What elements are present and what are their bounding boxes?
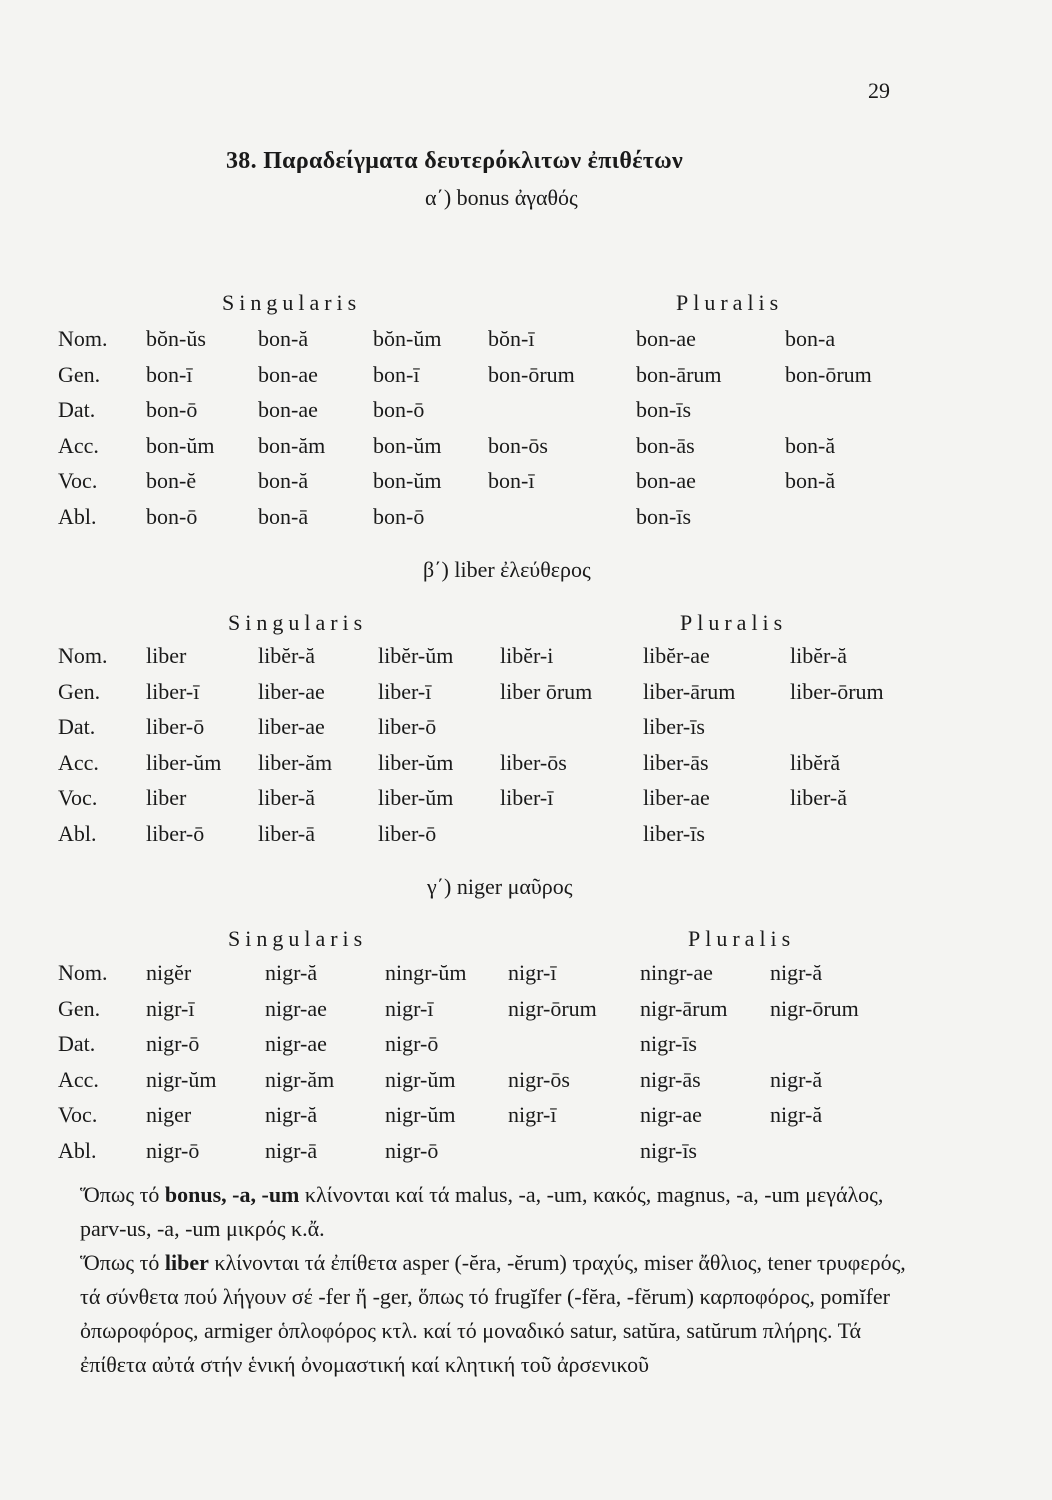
form-cell: bon-ŭm xyxy=(146,432,215,458)
form-cell: liber xyxy=(146,785,187,810)
form-cell: nigr-ī xyxy=(508,960,557,985)
form-cell: libĕr-ae xyxy=(643,643,710,668)
form-cell: nigr-ō xyxy=(385,1031,439,1056)
form-cell: bon-ōs xyxy=(488,432,548,458)
singularis-header: Singularis xyxy=(228,926,368,951)
form-cell: bon-ae xyxy=(258,361,318,387)
p2-before: Ὅπως τό xyxy=(80,1250,165,1275)
case-label: Gen. xyxy=(58,995,101,1021)
table-row xyxy=(0,750,1052,780)
form-cell: nigr-ōs xyxy=(508,1066,570,1092)
table-row xyxy=(0,362,1052,392)
form-cell: liber-ō xyxy=(146,714,205,739)
form-cell: bon-ō xyxy=(373,397,425,422)
table-row xyxy=(0,468,1052,498)
table-row xyxy=(0,679,1052,709)
form-cell: liber-ō xyxy=(378,820,437,846)
table-row xyxy=(0,996,1052,1026)
form-cell: bon-ōrum xyxy=(488,361,575,387)
form-cell: nigr-ăm xyxy=(265,1066,335,1092)
form-cell: libĕră xyxy=(790,749,841,775)
table-row xyxy=(0,785,1052,815)
form-cell: bon-ă xyxy=(785,468,836,493)
form-cell: bon-ŭm xyxy=(373,468,442,493)
prose-paragraph-2 xyxy=(58,1246,908,1382)
form-cell: liber ōrum xyxy=(500,678,593,704)
form-cell: liber-ae xyxy=(258,714,325,739)
form-cell: nigr-ŭm xyxy=(385,1102,456,1127)
form-cell: bon-ae xyxy=(258,397,318,422)
form-cell: nigr-ă xyxy=(770,1102,823,1127)
form-cell: nigr-ōrum xyxy=(508,995,597,1021)
form-cell: bon-ŭm xyxy=(373,432,442,458)
case-label: Abl. xyxy=(58,503,97,529)
form-cell: nigr-ō xyxy=(385,1137,439,1163)
case-label: Nom. xyxy=(58,643,108,668)
form-cell: bon-ī xyxy=(488,468,535,493)
case-label: Gen. xyxy=(58,678,101,704)
form-cell: bon-ī xyxy=(373,361,420,387)
form-cell: liber-ī xyxy=(500,785,554,810)
form-cell: bon-ō xyxy=(146,397,198,422)
block-title: β΄) liber ἐλεύθερος xyxy=(423,557,591,582)
form-cell: nigr-ī xyxy=(146,995,195,1021)
prose-paragraph-1 xyxy=(58,1178,908,1246)
table-row xyxy=(0,504,1052,534)
form-cell: bon-ĕ xyxy=(146,468,197,493)
form-cell: liber-ās xyxy=(643,749,709,775)
table-row xyxy=(0,960,1052,990)
case-label: Nom. xyxy=(58,326,108,351)
case-label: Acc. xyxy=(58,1066,99,1092)
case-label: Acc. xyxy=(58,749,99,775)
pluralis-header: Pluralis xyxy=(680,610,788,635)
form-cell: nigĕr xyxy=(146,960,192,985)
case-label: Nom. xyxy=(58,960,108,985)
form-cell: liber-ae xyxy=(643,785,710,810)
form-cell: nigr-ō xyxy=(146,1137,200,1163)
p1-bold: bonus, -a, -um xyxy=(164,1182,300,1207)
form-cell: bon-ăm xyxy=(258,432,326,458)
form-cell: liber-ārum xyxy=(643,678,736,704)
case-label: Voc. xyxy=(58,785,98,810)
form-cell: bon-ae xyxy=(636,326,696,351)
form-cell: bon-ă xyxy=(258,468,309,493)
case-label: Dat. xyxy=(58,714,96,739)
singularis-header: Singularis xyxy=(228,610,368,635)
form-cell: bŏn-ŭm xyxy=(373,326,442,351)
form-cell: nigr-ă xyxy=(770,960,823,985)
form-cell: bŏn-ŭs xyxy=(146,326,206,351)
form-cell: bon-a xyxy=(785,326,836,351)
case-label: Dat. xyxy=(58,397,96,422)
form-cell: nigr-ă xyxy=(265,960,318,985)
form-cell: libĕr-ă xyxy=(790,643,847,668)
block-title: α΄) bonus ἀγαθός xyxy=(425,185,578,210)
pluralis-header: Pluralis xyxy=(676,290,784,315)
page-number: 29 xyxy=(868,78,890,103)
prose-text xyxy=(58,1178,908,1382)
table-row xyxy=(0,1067,1052,1097)
form-cell: nigr-ī xyxy=(508,1102,557,1127)
singularis-header: Singularis xyxy=(222,290,362,315)
form-cell: bon-ārum xyxy=(636,361,722,387)
case-label: Voc. xyxy=(58,1102,98,1127)
table-row xyxy=(0,1102,1052,1132)
form-cell: libĕr-i xyxy=(500,643,554,668)
form-cell: ningr-ae xyxy=(640,960,713,985)
p2-bold: liber xyxy=(164,1250,209,1275)
form-cell: libĕr-ă xyxy=(258,643,315,668)
form-cell: nigr-ă xyxy=(770,1066,823,1092)
p1-before: Ὅπως τό xyxy=(80,1182,165,1207)
form-cell: nigr-ārum xyxy=(640,995,728,1021)
form-cell: nigr-īs xyxy=(640,1031,697,1056)
p1-after: κλίνονται καί τά malus, -a, -um, κακός, magnus, -a, -um μεγάλος, parv-us, -a, -um μικρός κ.ἄ. xyxy=(80,1182,884,1241)
form-cell: bon-ō xyxy=(373,503,425,529)
section-title: 38. Παραδείγματα δευτερόκλιτων ἐπιθέτων xyxy=(226,148,684,174)
form-cell: bon-īs xyxy=(636,503,691,529)
form-cell: nigr-ă xyxy=(265,1102,318,1127)
case-label: Abl. xyxy=(58,820,97,846)
form-cell: liber-īs xyxy=(643,714,705,739)
table-row xyxy=(0,821,1052,851)
form-cell: bon-ōrum xyxy=(785,361,872,387)
form-cell: nigr-ā xyxy=(265,1137,318,1163)
pluralis-header: Pluralis xyxy=(688,926,796,951)
form-cell: nigr-ī xyxy=(385,995,434,1021)
form-cell: bon-ās xyxy=(636,432,695,458)
form-cell: nigr-īs xyxy=(640,1137,697,1163)
form-cell: bon-ā xyxy=(258,503,309,529)
form-cell: liber-ŭm xyxy=(378,749,454,775)
form-cell: nigr-ōrum xyxy=(770,995,859,1021)
table-row xyxy=(0,397,1052,427)
form-cell: liber-ī xyxy=(146,678,200,704)
case-label: Gen. xyxy=(58,361,101,387)
form-cell: libĕr-ŭm xyxy=(378,643,454,668)
form-cell: liber-ō xyxy=(146,820,205,846)
table-row xyxy=(0,326,1052,356)
block-title: γ΄) niger μαῦρος xyxy=(427,874,573,899)
table-row xyxy=(0,714,1052,744)
form-cell: nigr-ō xyxy=(146,1031,200,1056)
form-cell: liber-ōrum xyxy=(790,678,884,704)
form-cell: liber-ī xyxy=(378,678,432,704)
table-row xyxy=(0,433,1052,463)
form-cell: liber-īs xyxy=(643,820,705,846)
form-cell: liber-ă xyxy=(258,785,315,810)
form-cell: liber-ŭm xyxy=(146,749,222,775)
form-cell: bon-ă xyxy=(785,432,836,458)
form-cell: liber-ā xyxy=(258,820,315,846)
form-cell: liber-ŭm xyxy=(378,785,454,810)
form-cell: nigr-ae xyxy=(640,1102,702,1127)
form-cell: liber-ă xyxy=(790,785,847,810)
form-cell: bon-īs xyxy=(636,397,691,422)
form-cell: liber-ō xyxy=(378,714,437,739)
form-cell: bon-ī xyxy=(146,361,193,387)
table-row xyxy=(0,643,1052,673)
form-cell: nigr-ae xyxy=(265,1031,327,1056)
form-cell: bŏn-ī xyxy=(488,326,535,351)
form-cell: liber xyxy=(146,643,187,668)
form-cell: ningr-ŭm xyxy=(385,960,467,985)
form-cell: liber-ae xyxy=(258,678,325,704)
form-cell: niger xyxy=(146,1102,192,1127)
form-cell: bon-ae xyxy=(636,468,696,493)
case-label: Abl. xyxy=(58,1137,97,1163)
form-cell: nigr-ās xyxy=(640,1066,701,1092)
table-row xyxy=(0,1138,1052,1168)
form-cell: nigr-ŭm xyxy=(146,1066,217,1092)
form-cell: nigr-ae xyxy=(265,995,327,1021)
table-row xyxy=(0,1031,1052,1061)
form-cell: liber-ăm xyxy=(258,749,333,775)
case-label: Dat. xyxy=(58,1031,96,1056)
case-label: Acc. xyxy=(58,432,99,458)
case-label: Voc. xyxy=(58,468,98,493)
form-cell: bon-ă xyxy=(258,326,309,351)
p2-after: κλίνονται τά ἐπίθετα asper (-ĕra, -ĕrum) τραχύς, miser ἄθλιος, tener τρυφερός, τά σύνθετα πού λήγουν σέ -fer ἤ -ger, ὅπως τό frugĭfer (-fĕra, -fĕrum) καρποφόρος, pomĭfer ὀπωροφόρος, armiger ὁπλοφόρος κτλ. καί τό μοναδικό satur, satŭra, satŭrum πλήρης. Τά ἐπίθετα αὐτά στήν ἑνική ὀνομαστική καί κλητική τοῦ ἀρσενικοῦ xyxy=(80,1250,906,1377)
form-cell: bon-ō xyxy=(146,503,198,529)
form-cell: liber-ōs xyxy=(500,749,567,775)
form-cell: nigr-ŭm xyxy=(385,1066,456,1092)
